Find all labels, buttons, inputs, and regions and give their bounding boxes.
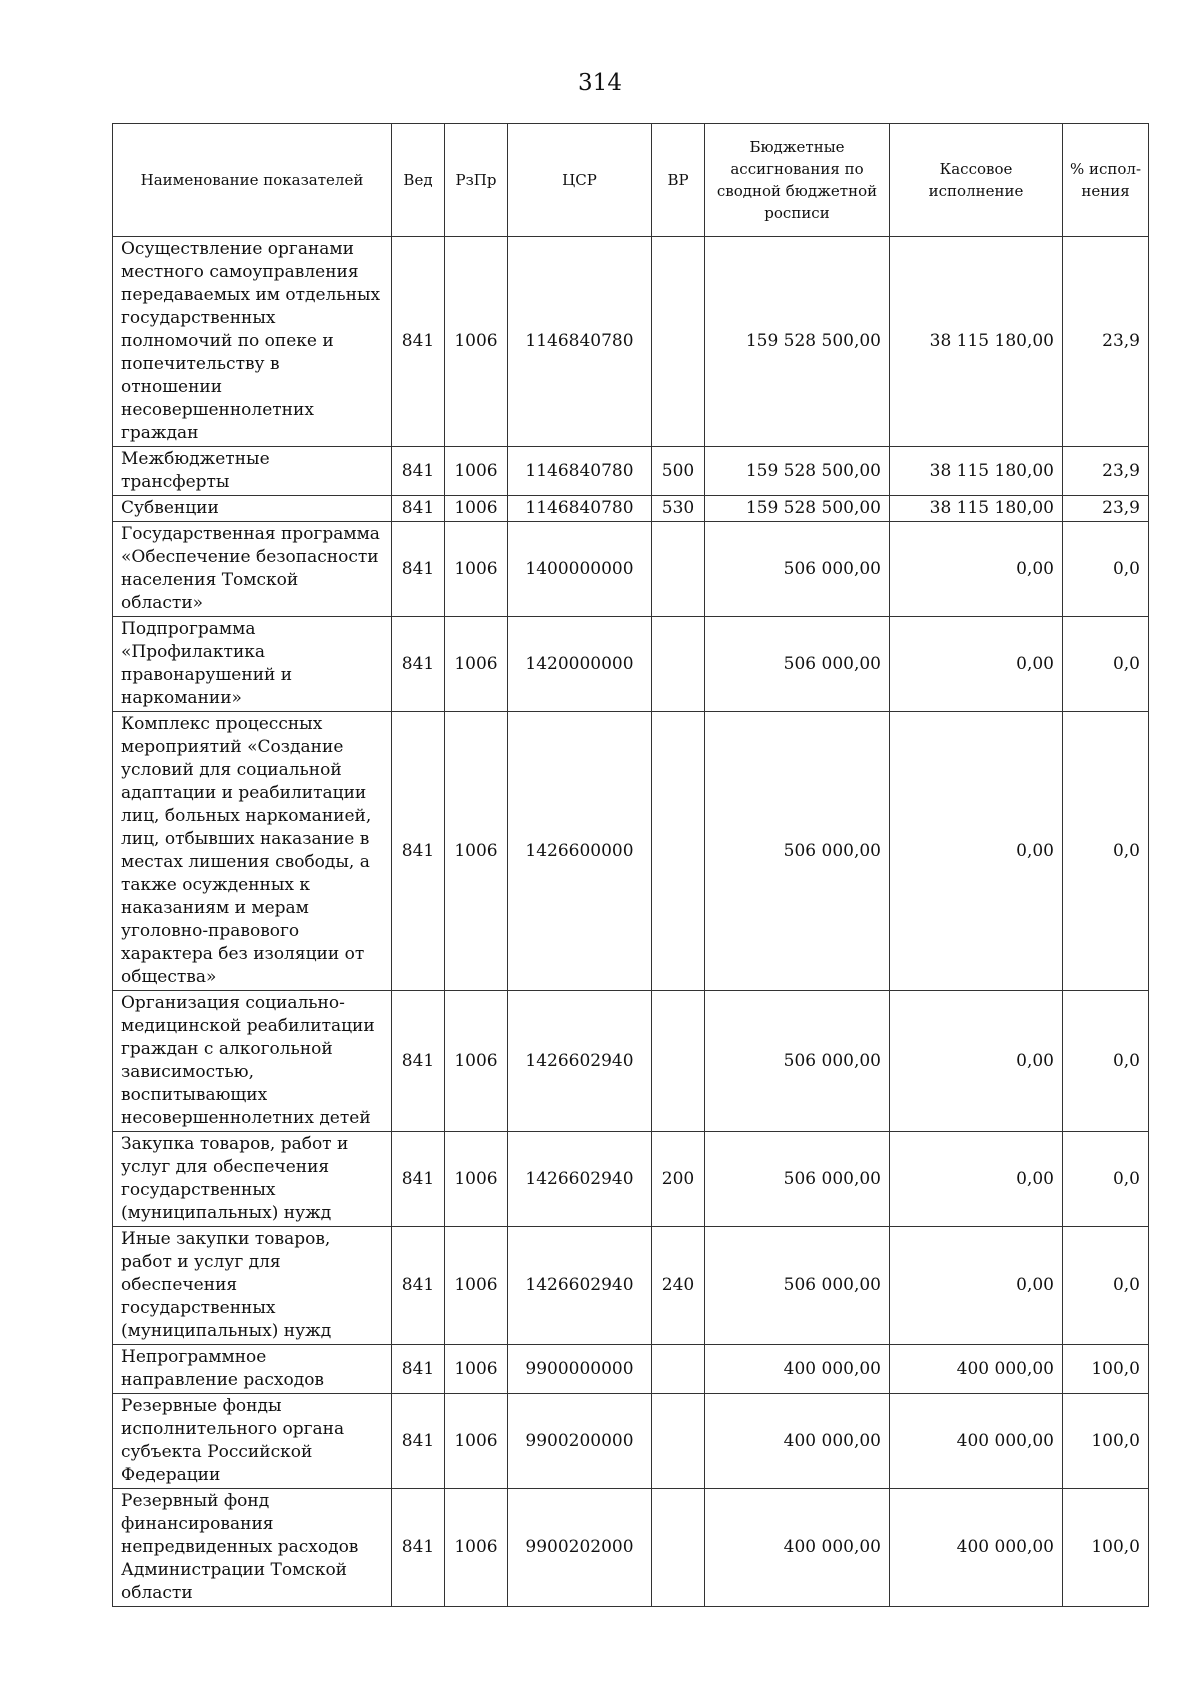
cell-rzpr: 1006: [445, 991, 508, 1132]
cell-name: Государственная программа «Обеспечение безопасности населения Томской области»: [113, 522, 392, 617]
cell-pct: 0,0: [1063, 991, 1149, 1132]
cell-ved: 841: [392, 617, 445, 712]
cell-budget: 159 528 500,00: [705, 447, 890, 496]
cell-name: Подпрограмма «Профилактика правонарушений и наркомании»: [113, 617, 392, 712]
table-header-row: [113, 124, 1149, 237]
cell-ved: 841: [392, 1489, 445, 1607]
cell-csr: 1146840780: [508, 237, 652, 447]
cell-ved: 841: [392, 1345, 445, 1394]
cell-budget: 400 000,00: [705, 1489, 890, 1607]
cell-rzpr: 1006: [445, 617, 508, 712]
cell-cash: 0,00: [890, 1132, 1063, 1227]
cell-cash: 0,00: [890, 617, 1063, 712]
cell-ved: 841: [392, 991, 445, 1132]
cell-budget: 506 000,00: [705, 617, 890, 712]
cell-ved: 841: [392, 1227, 445, 1345]
table-row: [113, 991, 1149, 1132]
cell-ved: 841: [392, 496, 445, 522]
cell-cash: 38 115 180,00: [890, 496, 1063, 522]
page-number: 314: [578, 70, 622, 96]
cell-vr: 240: [652, 1227, 705, 1345]
table-row: [113, 1345, 1149, 1394]
cell-budget: 159 528 500,00: [705, 237, 890, 447]
cell-vr: [652, 522, 705, 617]
cell-csr: 1146840780: [508, 496, 652, 522]
cell-ved: 841: [392, 447, 445, 496]
table-row: [113, 1489, 1149, 1607]
header-ved: Вед: [392, 124, 445, 237]
cell-name: Резервные фонды исполнительного органа субъекта Российской Федерации: [113, 1394, 392, 1489]
table-row: [113, 496, 1149, 522]
cell-name: Межбюджетные трансферты: [113, 447, 392, 496]
budget-table: [112, 123, 1149, 1607]
cell-pct: 100,0: [1063, 1394, 1149, 1489]
cell-name: Организация социально-медицинской реабилитации граждан с алкогольной зависимостью, воспитывающих несовершеннолетних детей: [113, 991, 392, 1132]
cell-vr: [652, 617, 705, 712]
table-row: [113, 447, 1149, 496]
cell-cash: 400 000,00: [890, 1489, 1063, 1607]
cell-budget: 506 000,00: [705, 522, 890, 617]
table-row: [113, 1132, 1149, 1227]
cell-vr: [652, 1394, 705, 1489]
cell-csr: 1420000000: [508, 617, 652, 712]
cell-vr: [652, 1345, 705, 1394]
cell-rzpr: 1006: [445, 1489, 508, 1607]
cell-csr: 1426602940: [508, 991, 652, 1132]
cell-budget: 400 000,00: [705, 1345, 890, 1394]
cell-ved: 841: [392, 522, 445, 617]
cell-pct: 23,9: [1063, 237, 1149, 447]
cell-budget: 506 000,00: [705, 991, 890, 1132]
cell-vr: 530: [652, 496, 705, 522]
cell-csr: 9900202000: [508, 1489, 652, 1607]
cell-csr: 9900200000: [508, 1394, 652, 1489]
cell-rzpr: 1006: [445, 522, 508, 617]
table-row: [113, 712, 1149, 991]
table-row: [113, 1394, 1149, 1489]
cell-csr: 9900000000: [508, 1345, 652, 1394]
cell-cash: 0,00: [890, 522, 1063, 617]
cell-name: Иные закупки товаров, работ и услуг для обеспечения государственных (муниципальных) нужд: [113, 1227, 392, 1345]
table-row: [113, 1227, 1149, 1345]
cell-pct: 0,0: [1063, 617, 1149, 712]
cell-rzpr: 1006: [445, 237, 508, 447]
table-row: [113, 237, 1149, 447]
cell-pct: 0,0: [1063, 522, 1149, 617]
cell-budget: 159 528 500,00: [705, 496, 890, 522]
cell-ved: 841: [392, 1132, 445, 1227]
cell-vr: [652, 712, 705, 991]
cell-budget: 400 000,00: [705, 1394, 890, 1489]
cell-pct: 23,9: [1063, 496, 1149, 522]
header-cash: Кассовое исполнение: [890, 124, 1063, 237]
cell-cash: 400 000,00: [890, 1345, 1063, 1394]
cell-rzpr: 1006: [445, 447, 508, 496]
cell-name: Субвенции: [113, 496, 392, 522]
cell-vr: [652, 1489, 705, 1607]
table-body: [113, 237, 1149, 1607]
cell-csr: 1400000000: [508, 522, 652, 617]
cell-rzpr: 1006: [445, 1394, 508, 1489]
cell-cash: 0,00: [890, 712, 1063, 991]
cell-pct: 0,0: [1063, 1132, 1149, 1227]
cell-csr: 1146840780: [508, 447, 652, 496]
cell-vr: 500: [652, 447, 705, 496]
cell-budget: 506 000,00: [705, 1227, 890, 1345]
cell-name: Комплекс процессных мероприятий «Создание условий для социальной адаптации и реабилитации лиц, больных наркоманией, лиц, отбывших наказание в местах лишения свободы, а также осужденных к наказаниям и мерам уголовно-правового характера без изоляции от общества»: [113, 712, 392, 991]
cell-pct: 23,9: [1063, 447, 1149, 496]
cell-pct: 0,0: [1063, 1227, 1149, 1345]
table-row: [113, 617, 1149, 712]
cell-cash: 400 000,00: [890, 1394, 1063, 1489]
cell-ved: 841: [392, 237, 445, 447]
cell-name: Непрограммное направление расходов: [113, 1345, 392, 1394]
cell-cash: 0,00: [890, 1227, 1063, 1345]
cell-pct: 0,0: [1063, 712, 1149, 991]
header-name: Наименование показателей: [113, 124, 392, 237]
cell-pct: 100,0: [1063, 1345, 1149, 1394]
header-csr: ЦСР: [508, 124, 652, 237]
cell-cash: 38 115 180,00: [890, 237, 1063, 447]
cell-rzpr: 1006: [445, 1227, 508, 1345]
cell-rzpr: 1006: [445, 712, 508, 991]
cell-rzpr: 1006: [445, 496, 508, 522]
header-rzpr: РзПр: [445, 124, 508, 237]
cell-rzpr: 1006: [445, 1132, 508, 1227]
cell-vr: 200: [652, 1132, 705, 1227]
table-row: [113, 522, 1149, 617]
cell-csr: 1426600000: [508, 712, 652, 991]
cell-name: Осуществление органами местного самоуправления передаваемых им отдельных государственных полномочий по опеке и попечительству в отношении несовершеннолетних граждан: [113, 237, 392, 447]
cell-csr: 1426602940: [508, 1132, 652, 1227]
cell-cash: 0,00: [890, 991, 1063, 1132]
header-budget: Бюджетные ассигнования по сводной бюджетной росписи: [705, 124, 890, 237]
cell-name: Резервный фонд финансирования непредвиденных расходов Администрации Томской области: [113, 1489, 392, 1607]
cell-ved: 841: [392, 712, 445, 991]
cell-budget: 506 000,00: [705, 1132, 890, 1227]
cell-vr: [652, 991, 705, 1132]
cell-rzpr: 1006: [445, 1345, 508, 1394]
cell-cash: 38 115 180,00: [890, 447, 1063, 496]
cell-pct: 100,0: [1063, 1489, 1149, 1607]
cell-ved: 841: [392, 1394, 445, 1489]
header-pct: % испол-нения: [1063, 124, 1149, 237]
cell-vr: [652, 237, 705, 447]
cell-name: Закупка товаров, работ и услуг для обеспечения государственных (муниципальных) нужд: [113, 1132, 392, 1227]
cell-budget: 506 000,00: [705, 712, 890, 991]
cell-csr: 1426602940: [508, 1227, 652, 1345]
header-vr: ВР: [652, 124, 705, 237]
